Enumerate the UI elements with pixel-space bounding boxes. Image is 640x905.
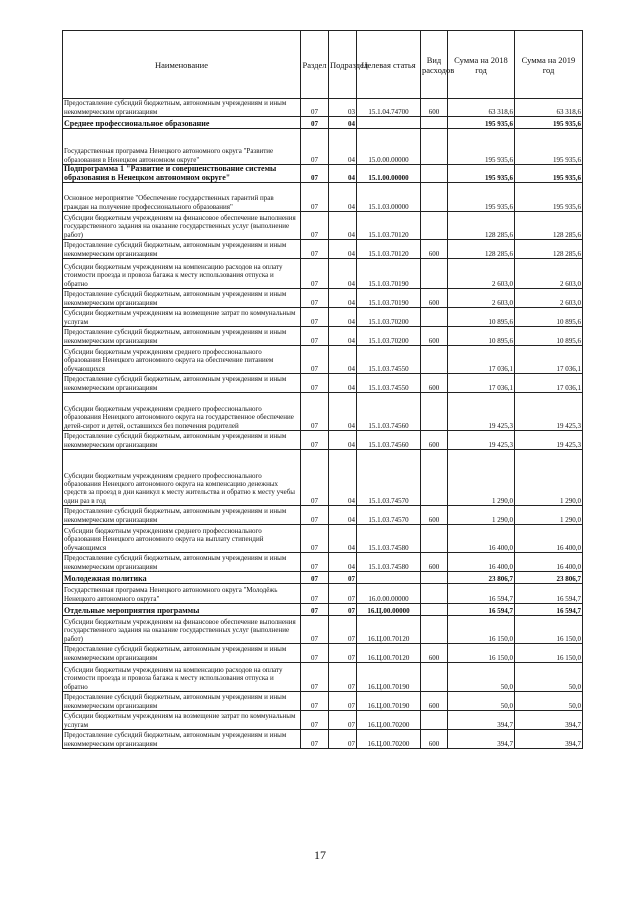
cell-sum-2018: 128 285,6: [448, 240, 515, 259]
cell-name: Среднее профессиональное образование: [63, 117, 301, 129]
cell-sum-2018: 10 895,6: [448, 327, 515, 346]
cell-podrazdel: 04: [329, 129, 357, 165]
cell-razdel: 07: [301, 730, 329, 749]
cell-podrazdel: 07: [329, 644, 357, 663]
table-row: [63, 240, 583, 259]
cell-sum-2019: 23 806,7: [515, 572, 583, 584]
cell-razdel: 07: [301, 616, 329, 644]
table-header-row: [63, 31, 583, 99]
cell-podrazdel: 04: [329, 308, 357, 327]
cell-target-article: 15.1.03.70200: [357, 327, 421, 346]
cell-podrazdel: 04: [329, 506, 357, 525]
cell-target-article: 15.1.03.70120: [357, 212, 421, 240]
cell-expense-type: [421, 308, 448, 327]
cell-razdel: 07: [301, 240, 329, 259]
cell-razdel: 07: [301, 308, 329, 327]
table-row: [63, 506, 583, 525]
cell-podrazdel: 04: [329, 240, 357, 259]
cell-expense-type: [421, 165, 448, 183]
table-row: [63, 289, 583, 308]
cell-podrazdel: 04: [329, 259, 357, 289]
cell-sum-2018: 23 806,7: [448, 572, 515, 584]
cell-podrazdel: 04: [329, 431, 357, 450]
cell-name: Предоставление субсидий бюджетным, автономным учреждениям и иным некоммерческим организациям: [63, 506, 301, 525]
table-row: [63, 393, 583, 431]
table-row: [63, 730, 583, 749]
cell-razdel: 07: [301, 393, 329, 431]
cell-name: Подпрограмма 1 "Развитие и совершенствование системы образования в Ненецком автономном округе": [63, 165, 301, 183]
cell-sum-2018: 19 425,3: [448, 393, 515, 431]
table-row: [63, 663, 583, 692]
cell-sum-2019: 10 895,6: [515, 308, 583, 327]
cell-target-article: 15.1.03.70190: [357, 259, 421, 289]
cell-razdel: 07: [301, 431, 329, 450]
header-target-article: Целевая статья: [357, 31, 421, 99]
cell-razdel: 07: [301, 117, 329, 129]
cell-sum-2019: 63 318,6: [515, 99, 583, 117]
cell-target-article: 15.1.03.70120: [357, 240, 421, 259]
cell-expense-type: [421, 711, 448, 730]
cell-sum-2018: 63 318,6: [448, 99, 515, 117]
table-row: [63, 604, 583, 616]
cell-sum-2019: 16 400,0: [515, 553, 583, 572]
header-name: Наименование: [63, 31, 301, 99]
table-body: [63, 99, 583, 749]
cell-podrazdel: 07: [329, 584, 357, 604]
cell-sum-2019: 1 290,0: [515, 450, 583, 506]
cell-name: Предоставление субсидий бюджетным, автономным учреждениям и иным некоммерческим организациям: [63, 289, 301, 308]
cell-expense-type: [421, 525, 448, 553]
cell-razdel: 07: [301, 212, 329, 240]
cell-expense-type: [421, 117, 448, 129]
budget-table: [62, 30, 583, 749]
cell-expense-type: 600: [421, 506, 448, 525]
cell-sum-2018: 195 935,6: [448, 129, 515, 165]
cell-expense-type: [421, 450, 448, 506]
cell-sum-2019: 19 425,3: [515, 431, 583, 450]
cell-target-article: 15.1.03.74580: [357, 525, 421, 553]
cell-sum-2018: 1 290,0: [448, 506, 515, 525]
table-row: [63, 346, 583, 374]
cell-expense-type: 600: [421, 327, 448, 346]
cell-sum-2018: 128 285,6: [448, 212, 515, 240]
cell-podrazdel: 04: [329, 525, 357, 553]
cell-target-article: 15.1.04.74700: [357, 99, 421, 117]
header-razdel: Раздел: [301, 31, 329, 99]
cell-name: Субсидии бюджетным учреждениям на финансовое обеспечение выполнения государственного задания на оказание государственных услуг (выполнение работ): [63, 616, 301, 644]
cell-name: Государственная программа Ненецкого автономного округа "Развитие образования в Ненецком автономном округе": [63, 129, 301, 165]
cell-name: Предоставление субсидий бюджетным, автономным учреждениям и иным некоммерческим организациям: [63, 692, 301, 711]
cell-sum-2019: 195 935,6: [515, 165, 583, 183]
cell-podrazdel: 07: [329, 616, 357, 644]
cell-razdel: 07: [301, 604, 329, 616]
page-number: 17: [314, 848, 326, 862]
cell-name: Субсидии бюджетным учреждениям среднего профессионального образования Ненецкого автономного округа на обеспечение питанием обучающихся: [63, 346, 301, 374]
cell-podrazdel: 04: [329, 212, 357, 240]
cell-podrazdel: 04: [329, 165, 357, 183]
table-row: [63, 129, 583, 165]
cell-sum-2019: 10 895,6: [515, 327, 583, 346]
cell-target-article: 15.1.03.74560: [357, 393, 421, 431]
cell-sum-2019: 394,7: [515, 711, 583, 730]
table-row: [63, 327, 583, 346]
cell-sum-2018: 17 036,1: [448, 346, 515, 374]
cell-expense-type: [421, 183, 448, 212]
cell-razdel: 07: [301, 327, 329, 346]
cell-target-article: 15.0.00.00000: [357, 129, 421, 165]
cell-name: Субсидии бюджетным учреждениям среднего профессионального образования Ненецкого автономного округа на компенсацию денежных средств за проезд в дни каникул к месту жительства и обратно к месту учебы один раз в год: [63, 450, 301, 506]
cell-target-article: 15.1.03.74550: [357, 374, 421, 393]
cell-name: Предоставление субсидий бюджетным, автономным учреждениям и иным некоммерческим организациям: [63, 553, 301, 572]
table-row: [63, 431, 583, 450]
cell-sum-2019: 195 935,6: [515, 117, 583, 129]
cell-razdel: 07: [301, 553, 329, 572]
table-row: [63, 616, 583, 644]
cell-name: Основное мероприятие "Обеспечение государственных гарантий прав граждан на получение профессионального образования": [63, 183, 301, 212]
cell-sum-2019: 128 285,6: [515, 240, 583, 259]
cell-name: Субсидии бюджетным учреждениям на возмещение затрат по коммунальным услугам: [63, 711, 301, 730]
cell-sum-2019: 394,7: [515, 730, 583, 749]
cell-podrazdel: 07: [329, 692, 357, 711]
cell-name: Молодежная политика: [63, 572, 301, 584]
cell-razdel: 07: [301, 99, 329, 117]
header-sum-2018: Сумма на 2018 год: [448, 31, 515, 99]
cell-expense-type: 600: [421, 692, 448, 711]
cell-sum-2018: 16 594,7: [448, 584, 515, 604]
cell-razdel: 07: [301, 183, 329, 212]
cell-podrazdel: 04: [329, 450, 357, 506]
cell-expense-type: 600: [421, 99, 448, 117]
cell-name: Предоставление субсидий бюджетным, автономным учреждениям и иным некоммерческим организациям: [63, 730, 301, 749]
cell-sum-2019: 16 150,0: [515, 644, 583, 663]
table-row: [63, 553, 583, 572]
cell-target-article: [357, 572, 421, 584]
cell-sum-2018: 195 935,6: [448, 183, 515, 212]
cell-target-article: 15.1.00.00000: [357, 165, 421, 183]
cell-podrazdel: 04: [329, 327, 357, 346]
cell-sum-2018: 2 603,0: [448, 259, 515, 289]
cell-razdel: 07: [301, 663, 329, 692]
cell-sum-2019: 17 036,1: [515, 346, 583, 374]
cell-name: Предоставление субсидий бюджетным, автономным учреждениям и иным некоммерческим организациям: [63, 327, 301, 346]
cell-target-article: 15.1.03.00000: [357, 183, 421, 212]
cell-name: Государственная программа Ненецкого автономного округа "Молодёжь Ненецкого автономного округа": [63, 584, 301, 604]
cell-name: Предоставление субсидий бюджетным, автономным учреждениям и иным некоммерческим организациям: [63, 240, 301, 259]
cell-target-article: 15.1.03.74580: [357, 553, 421, 572]
cell-name: Предоставление субсидий бюджетным, автономным учреждениям и иным некоммерческим организациям: [63, 644, 301, 663]
cell-target-article: 15.1.03.70200: [357, 308, 421, 327]
cell-sum-2019: 16 594,7: [515, 604, 583, 616]
table-row: [63, 584, 583, 604]
cell-sum-2018: 16 594,7: [448, 604, 515, 616]
cell-expense-type: 600: [421, 289, 448, 308]
cell-expense-type: 600: [421, 730, 448, 749]
cell-target-article: 16.Ц.00.70200: [357, 730, 421, 749]
cell-razdel: 07: [301, 450, 329, 506]
cell-sum-2018: 50,0: [448, 663, 515, 692]
cell-expense-type: [421, 129, 448, 165]
table-row: [63, 259, 583, 289]
cell-razdel: 07: [301, 165, 329, 183]
cell-target-article: 16.Ц.00.00000: [357, 604, 421, 616]
cell-expense-type: [421, 604, 448, 616]
cell-sum-2018: 394,7: [448, 711, 515, 730]
cell-target-article: 15.1.03.70190: [357, 289, 421, 308]
cell-sum-2019: 2 603,0: [515, 289, 583, 308]
cell-expense-type: 600: [421, 240, 448, 259]
cell-sum-2018: 16 400,0: [448, 525, 515, 553]
cell-sum-2018: 17 036,1: [448, 374, 515, 393]
cell-podrazdel: 04: [329, 553, 357, 572]
cell-sum-2019: 195 935,6: [515, 129, 583, 165]
cell-target-article: 15.1.03.74570: [357, 450, 421, 506]
cell-razdel: 07: [301, 346, 329, 374]
cell-expense-type: 600: [421, 553, 448, 572]
table-row: [63, 711, 583, 730]
cell-name: Субсидии бюджетным учреждениям среднего профессионального образования Ненецкого автономного округа на государственное обеспечение детей-сирот и детей, оставшихся без попечения родителей: [63, 393, 301, 431]
cell-target-article: 16.Ц.00.70200: [357, 711, 421, 730]
cell-target-article: 15.1.03.74550: [357, 346, 421, 374]
cell-name: Предоставление субсидий бюджетным, автономным учреждениям и иным некоммерческим организациям: [63, 431, 301, 450]
cell-sum-2019: 16 150,0: [515, 616, 583, 644]
cell-sum-2018: 50,0: [448, 692, 515, 711]
cell-sum-2018: 2 603,0: [448, 289, 515, 308]
cell-sum-2019: 128 285,6: [515, 212, 583, 240]
cell-razdel: 07: [301, 374, 329, 393]
cell-name: Предоставление субсидий бюджетным, автономным учреждениям и иным некоммерческим организациям: [63, 374, 301, 393]
table-row: [63, 374, 583, 393]
cell-podrazdel: 07: [329, 711, 357, 730]
cell-name: Отдельные мероприятия программы: [63, 604, 301, 616]
cell-sum-2018: 394,7: [448, 730, 515, 749]
header-podrazdel: Подраздел: [329, 31, 357, 99]
cell-sum-2018: 16 400,0: [448, 553, 515, 572]
cell-target-article: 15.1.03.74570: [357, 506, 421, 525]
cell-podrazdel: 04: [329, 374, 357, 393]
cell-sum-2018: 10 895,6: [448, 308, 515, 327]
table-row: [63, 644, 583, 663]
cell-sum-2019: 2 603,0: [515, 259, 583, 289]
cell-expense-type: [421, 393, 448, 431]
header-expense-type: Вид расходов: [421, 31, 448, 99]
cell-podrazdel: 04: [329, 346, 357, 374]
table-row: [63, 308, 583, 327]
cell-expense-type: [421, 259, 448, 289]
cell-razdel: 07: [301, 506, 329, 525]
cell-podrazdel: 07: [329, 663, 357, 692]
cell-razdel: 07: [301, 129, 329, 165]
cell-podrazdel: 04: [329, 289, 357, 308]
cell-name: Субсидии бюджетным учреждениям среднего профессионального образования Ненецкого автономного округа на выплату стипендий обучающимся: [63, 525, 301, 553]
cell-sum-2018: 195 935,6: [448, 117, 515, 129]
cell-expense-type: [421, 663, 448, 692]
cell-expense-type: [421, 572, 448, 584]
cell-name: Субсидии бюджетным учреждениям на компенсацию расходов на оплату стоимости проезда и провоза багажа к месту использования отпуска и обратно: [63, 259, 301, 289]
cell-sum-2019: 16 594,7: [515, 584, 583, 604]
cell-name: Субсидии бюджетным учреждениям на финансовое обеспечение выполнения государственного задания на оказание государственных услуг (выполнение работ): [63, 212, 301, 240]
cell-sum-2018: 19 425,3: [448, 431, 515, 450]
cell-target-article: 16.Ц.00.70120: [357, 616, 421, 644]
table-row: [63, 450, 583, 506]
cell-expense-type: [421, 346, 448, 374]
cell-podrazdel: 07: [329, 730, 357, 749]
cell-expense-type: [421, 616, 448, 644]
cell-razdel: 07: [301, 644, 329, 663]
table-row: [63, 692, 583, 711]
cell-sum-2019: 50,0: [515, 692, 583, 711]
table-row: [63, 165, 583, 183]
cell-sum-2018: 16 150,0: [448, 644, 515, 663]
cell-podrazdel: 03: [329, 99, 357, 117]
cell-podrazdel: 07: [329, 604, 357, 616]
cell-target-article: 15.1.03.74560: [357, 431, 421, 450]
table-row: [63, 99, 583, 117]
cell-razdel: 07: [301, 711, 329, 730]
cell-podrazdel: 04: [329, 117, 357, 129]
table-row: [63, 525, 583, 553]
cell-expense-type: 600: [421, 374, 448, 393]
cell-target-article: 16.Ц.00.70190: [357, 692, 421, 711]
cell-expense-type: 600: [421, 431, 448, 450]
cell-razdel: 07: [301, 525, 329, 553]
cell-target-article: 16.0.00.00000: [357, 584, 421, 604]
cell-target-article: 16.Ц.00.70190: [357, 663, 421, 692]
cell-name: Субсидии бюджетным учреждениям на возмещение затрат по коммунальным услугам: [63, 308, 301, 327]
cell-razdel: 07: [301, 572, 329, 584]
cell-expense-type: [421, 584, 448, 604]
header-sum-2019: Сумма на 2019 год: [515, 31, 583, 99]
cell-sum-2019: 17 036,1: [515, 374, 583, 393]
cell-sum-2018: 1 290,0: [448, 450, 515, 506]
cell-sum-2019: 19 425,3: [515, 393, 583, 431]
budget-table-container: [62, 30, 582, 749]
cell-expense-type: 600: [421, 644, 448, 663]
cell-sum-2018: 195 935,6: [448, 165, 515, 183]
cell-target-article: [357, 117, 421, 129]
table-row: [63, 183, 583, 212]
cell-razdel: 07: [301, 692, 329, 711]
cell-sum-2019: 195 935,6: [515, 183, 583, 212]
cell-podrazdel: 04: [329, 393, 357, 431]
cell-razdel: 07: [301, 584, 329, 604]
cell-podrazdel: 07: [329, 572, 357, 584]
cell-razdel: 07: [301, 289, 329, 308]
cell-sum-2019: 1 290,0: [515, 506, 583, 525]
cell-razdel: 07: [301, 259, 329, 289]
cell-expense-type: [421, 212, 448, 240]
cell-sum-2019: 16 400,0: [515, 525, 583, 553]
table-row: [63, 572, 583, 584]
cell-sum-2019: 50,0: [515, 663, 583, 692]
cell-name: Предоставление субсидий бюджетным, автономным учреждениям и иным некоммерческим организациям: [63, 99, 301, 117]
cell-podrazdel: 04: [329, 183, 357, 212]
table-row: [63, 117, 583, 129]
cell-name: Субсидии бюджетным учреждениям на компенсацию расходов на оплату стоимости проезда и провоза багажа к месту использования отпуска и обратно: [63, 663, 301, 692]
cell-target-article: 16.Ц.00.70120: [357, 644, 421, 663]
table-row: [63, 212, 583, 240]
cell-sum-2018: 16 150,0: [448, 616, 515, 644]
